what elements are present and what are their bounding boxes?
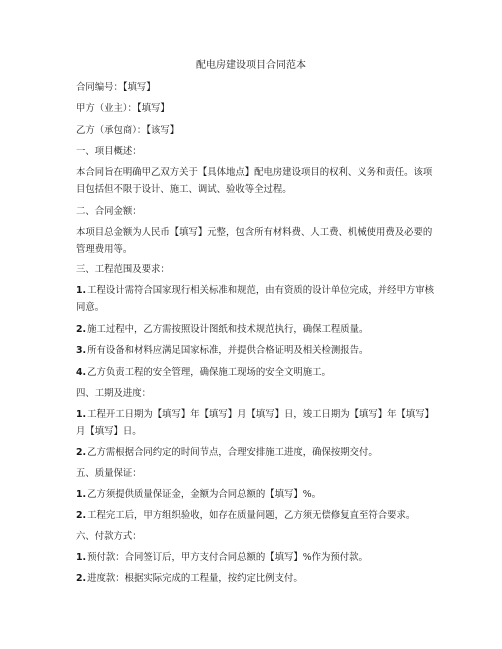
item-number: 3. — [76, 345, 87, 356]
section-3-item-4 — [76, 364, 440, 381]
item-text: 工程设计需符合国家现行相关标准和规范，由有资质的设计单位完成，并经甲方审核同意。 — [76, 285, 434, 313]
section-3-item-1 — [76, 282, 440, 316]
item-text: 预付款：合同签订后，甲方支付合同总额的【填写】%作为预付款。 — [87, 552, 368, 563]
item-number: 2. — [76, 573, 87, 584]
item-text: 所有设备和材料应满足国家标准，并提供合格证明及相关检测报告。 — [87, 345, 369, 356]
document-title: 配电房建设项目合同范本 — [196, 60, 306, 71]
section-3-heading: 三、工程范围及要求： — [76, 264, 170, 275]
item-number: 2. — [76, 324, 87, 335]
item-text: 乙方须提供质量保证金，金额为合同总额的【填写】%。 — [87, 489, 322, 500]
item-text: 工程完工后，甲方组织验收，如存在质量问题，乙方须无偿修复直至符合要求。 — [87, 510, 416, 521]
section-3-item-3 — [76, 342, 440, 359]
section-2-body: 本项目总金额为人民币【填写】元整，包含所有材料费、人工费、机械使用费及必要的管理费用等。 — [76, 227, 433, 255]
item-number: 4. — [76, 367, 87, 378]
item-text: 乙方需根据合同约定的时间节点，合理安排施工进度，确保按期交付。 — [87, 447, 378, 458]
section-4-heading: 四、工期及进度： — [76, 388, 152, 399]
item-number: 2. — [76, 510, 87, 521]
section-6-heading: 六、付款方式： — [76, 531, 142, 542]
section-1-heading: 一、项目概述： — [76, 146, 142, 157]
item-number: 1. — [76, 489, 87, 500]
section-4-item-2 — [76, 444, 440, 461]
section-3-item-2 — [76, 321, 440, 338]
section-1-body: 本合同旨在明确甲乙双方关于【具体地点】配电房建设项目的权利、义务和责任。该项目包括但不限于设计、施工、调试、验收等全过程。 — [76, 167, 433, 195]
section-2-heading: 二、合同金额： — [76, 206, 142, 217]
item-text: 工程开工日期为【填写】年【填写】月【填写】日，竣工日期为【填写】年【填写】月【填写】日。 — [76, 409, 434, 437]
item-text: 施工过程中，乙方需按照设计图纸和技术规范执行，确保工程质量。 — [87, 324, 369, 335]
section-4-item-1 — [76, 406, 440, 440]
item-number: 2. — [76, 447, 87, 458]
section-6-item-2 — [76, 570, 440, 587]
section-5-item-2 — [76, 507, 440, 524]
party-b: 乙方（承包商）：【该写】 — [76, 125, 180, 136]
item-number: 1. — [76, 409, 87, 420]
party-a: 甲方（业主）：【填写】 — [76, 103, 170, 114]
section-5-heading: 五、质量保证： — [76, 468, 142, 479]
section-5-item-1 — [76, 486, 440, 503]
item-text: 进度款：根据实际完成的工程量，按约定比例支付。 — [87, 573, 303, 584]
section-6-item-1 — [76, 549, 440, 566]
contract-number: 合同编号：【填写】 — [76, 82, 156, 93]
item-number: 1. — [76, 552, 87, 563]
item-number: 1. — [76, 285, 87, 296]
item-text: 乙方负责工程的安全管理，确保施工现场的安全文明施工。 — [87, 367, 331, 378]
